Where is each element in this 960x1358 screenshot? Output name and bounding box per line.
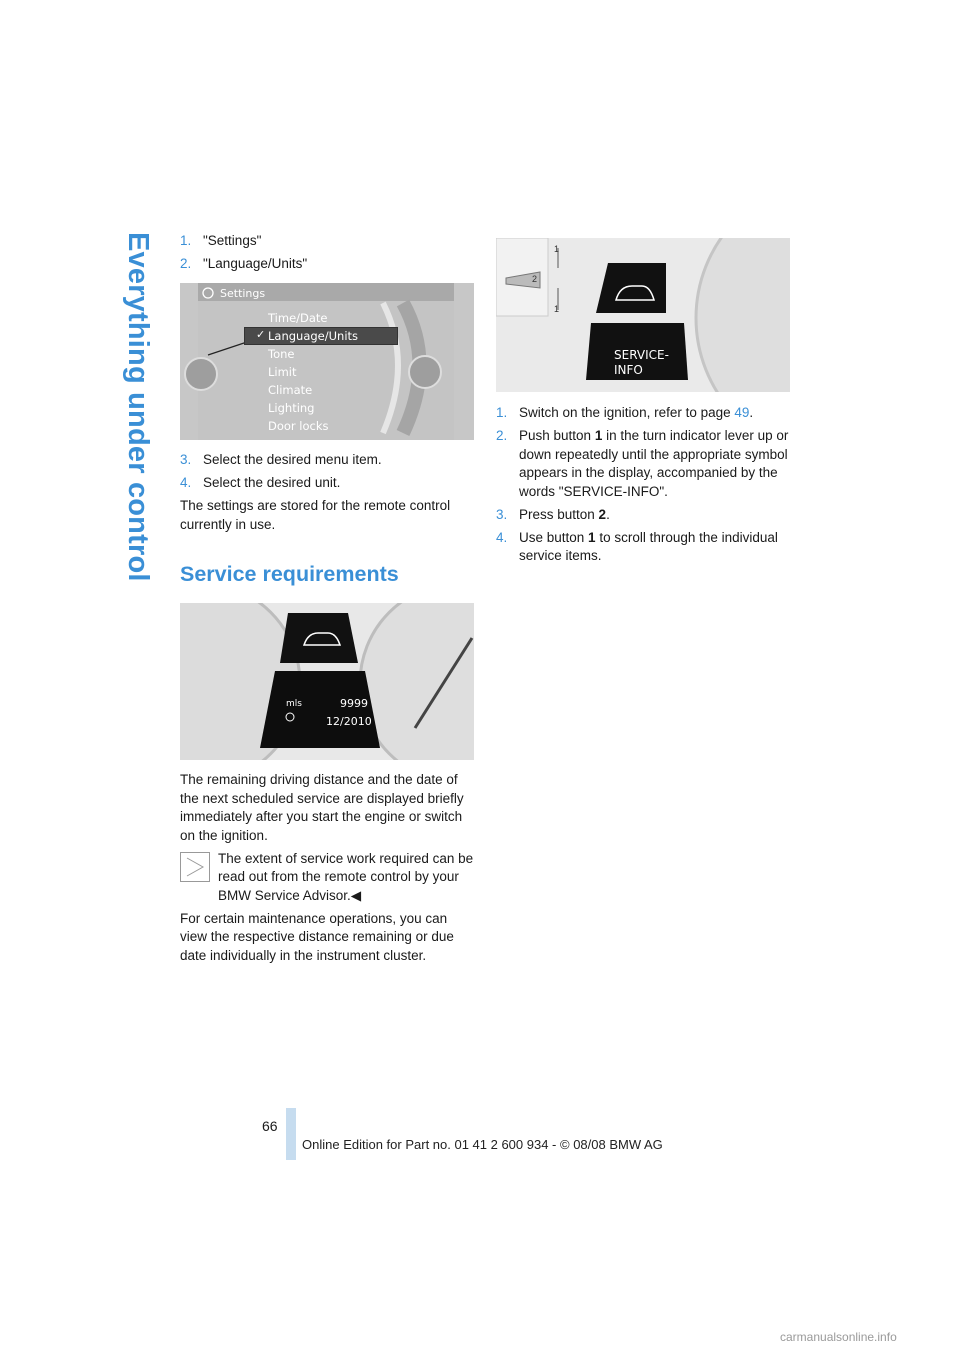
step-text-end: . bbox=[749, 405, 754, 420]
step-item bbox=[180, 451, 476, 470]
footer-accent-bar bbox=[286, 1108, 296, 1160]
button-ref: 1 bbox=[588, 529, 596, 545]
label-button-2: 2 bbox=[532, 274, 538, 284]
note-text: The extent of service work required can be read out from the remote control by your BMW Service Advisor.◀ bbox=[218, 850, 474, 903]
menu-item: Lighting bbox=[268, 401, 315, 415]
turn-indicator-art bbox=[496, 238, 790, 392]
step-text-part: Press button bbox=[519, 506, 599, 522]
menu-item: Tone bbox=[268, 347, 295, 361]
menu-item: Limit bbox=[268, 365, 297, 379]
step-text bbox=[519, 506, 792, 525]
step-item bbox=[180, 474, 476, 493]
step-number: 1. bbox=[180, 233, 192, 248]
step-number: 3. bbox=[180, 452, 192, 467]
step-number: 2. bbox=[180, 256, 192, 271]
step-text-part: to scroll through the individual service items. bbox=[519, 529, 778, 563]
step-text bbox=[519, 427, 792, 501]
button-ref: 1 bbox=[594, 428, 603, 443]
controller-knob-left bbox=[184, 357, 218, 391]
service-date: 12/2010 bbox=[326, 715, 372, 728]
footer-edition-text: Online Edition for Part no. 01 41 2 600 934 - © 08/08 BMW AG bbox=[302, 1137, 663, 1152]
step-item bbox=[180, 255, 476, 274]
step-item bbox=[180, 232, 476, 251]
step-text-part: Use button bbox=[519, 529, 589, 545]
menu-item: Language/Units bbox=[268, 329, 359, 343]
step-item bbox=[496, 427, 792, 501]
step-text-part: Push button bbox=[519, 428, 595, 443]
step-item bbox=[496, 529, 792, 566]
distance-value: 9999 bbox=[340, 697, 368, 710]
step-text: "Settings" bbox=[203, 233, 262, 248]
step-text-part: in the turn indicator lever up or down repeatedly until the appropriate symbol appears in the display, accompanied by the words "SERVICE-INFO". bbox=[519, 428, 789, 499]
turn-indicator-figure bbox=[496, 238, 790, 392]
label-button-1: 1 bbox=[554, 244, 560, 254]
menu-item: Time/Date bbox=[268, 311, 328, 325]
button-ref: 2 bbox=[598, 506, 607, 522]
service-display-figure bbox=[180, 603, 474, 760]
step-text: Select the desired menu item. bbox=[203, 452, 382, 467]
section-title-text: Everything under control bbox=[122, 232, 154, 582]
left-steps-2 bbox=[180, 451, 476, 539]
step-item bbox=[496, 506, 792, 525]
step-text: "Language/Units" bbox=[203, 256, 308, 271]
step-number: 4. bbox=[496, 529, 508, 545]
step-number: 2. bbox=[496, 428, 508, 443]
controller-knob-right bbox=[408, 355, 442, 389]
right-column bbox=[496, 404, 792, 570]
section-heading: Service requirements bbox=[180, 562, 399, 586]
menu-item: Door locks bbox=[268, 419, 329, 433]
step-text bbox=[519, 404, 792, 423]
step-text bbox=[519, 529, 792, 566]
menu-header: Settings bbox=[220, 287, 266, 300]
service-text bbox=[180, 771, 476, 970]
step-number: 1. bbox=[496, 405, 508, 420]
display-text-line-1: SERVICE- bbox=[614, 348, 669, 362]
page-number: 66 bbox=[262, 1118, 278, 1134]
check-icon: ✓ bbox=[256, 329, 266, 341]
step-number: 4. bbox=[180, 475, 192, 490]
distance-unit: mls bbox=[286, 699, 302, 709]
display-text-line-2: INFO bbox=[614, 363, 643, 377]
step-text: Select the desired unit. bbox=[203, 475, 341, 490]
note-triangle-icon bbox=[180, 852, 210, 882]
page-link[interactable]: 49 bbox=[734, 405, 750, 420]
instrument-cluster-art bbox=[180, 603, 474, 760]
settings-note: The settings are stored for the remote control currently in use. bbox=[180, 498, 451, 532]
step-number: 3. bbox=[496, 506, 508, 522]
service-paragraph: For certain maintenance operations, you can view the respective distance remaining or due date individually in the instrument cluster. bbox=[180, 910, 454, 963]
note-box bbox=[180, 850, 476, 906]
service-paragraph: The remaining driving distance and the date of the next scheduled service are displayed briefly immediately after you start the engine or switch on the ignition. bbox=[180, 772, 464, 843]
settings-menu-figure bbox=[180, 283, 474, 440]
label-button-1-lower: 1 bbox=[554, 304, 560, 314]
left-column bbox=[180, 232, 476, 278]
site-watermark: carmanualsonline.info bbox=[780, 1330, 897, 1344]
step-text-part: Switch on the ignition, refer to page bbox=[519, 405, 735, 420]
step-text-end: . bbox=[606, 506, 610, 522]
section-side-title bbox=[118, 232, 158, 752]
menu-item: Climate bbox=[268, 383, 313, 397]
step-item bbox=[496, 404, 792, 423]
